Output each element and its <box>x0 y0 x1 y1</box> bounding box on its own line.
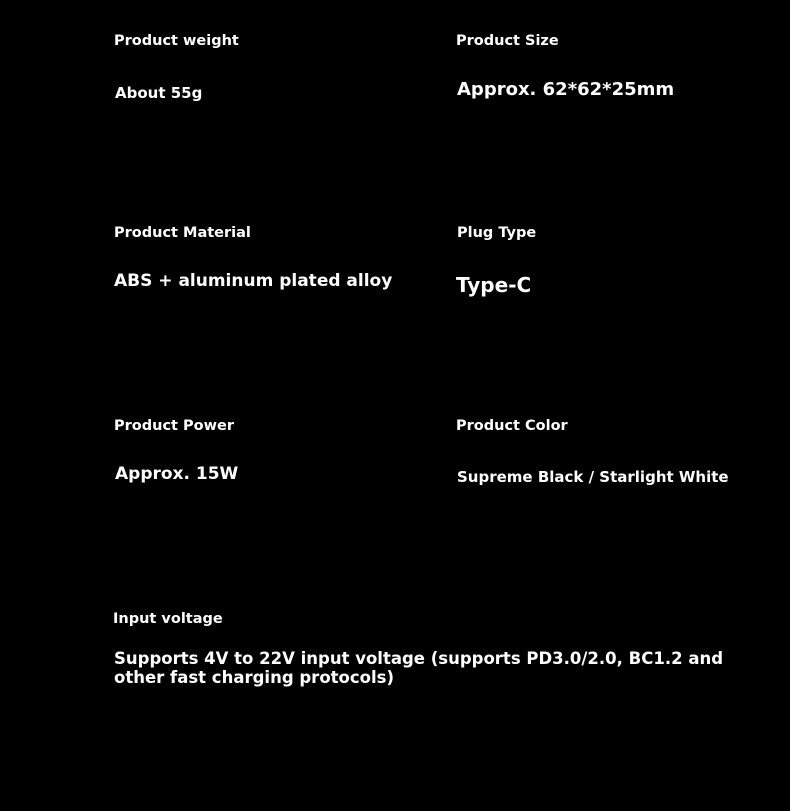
product-weight-value: About 55g <box>115 84 203 102</box>
product-weight-label: Product weight <box>114 33 239 49</box>
input-voltage-label: Input voltage <box>113 611 223 627</box>
input-voltage-value: Supports 4V to 22V input voltage (supports PD3.0/2.0, BC1.2 and other fast charging protocols) <box>114 649 724 687</box>
plug-type-value: Type-C <box>456 273 532 297</box>
product-color-label: Product Color <box>456 418 568 434</box>
product-color-value: Supreme Black / Starlight White <box>457 468 729 486</box>
product-material-label: Product Material <box>114 225 251 241</box>
product-size-label: Product Size <box>456 33 559 49</box>
product-material-value: ABS + aluminum plated alloy <box>114 271 393 291</box>
plug-type-label: Plug Type <box>457 225 537 241</box>
product-power-value: Approx. 15W <box>115 464 239 484</box>
product-power-label: Product Power <box>114 418 234 434</box>
product-size-value: Approx. 62*62*25mm <box>457 79 675 100</box>
